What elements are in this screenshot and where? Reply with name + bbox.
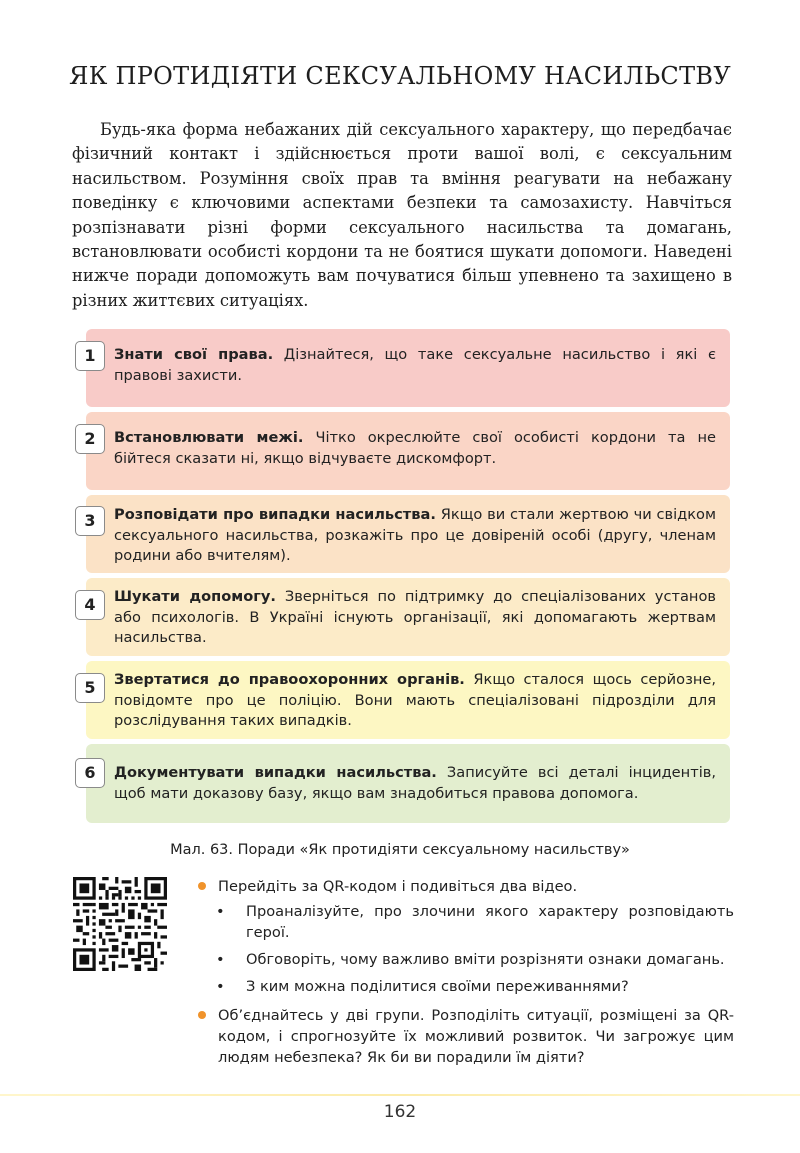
- sub-task-text-2: Обговоріть, чому важливо вміти розрізняти ознаки домагань.: [246, 951, 725, 968]
- tip-box-4: [86, 578, 730, 656]
- tip-heading-1: Знати свої права.: [114, 346, 274, 363]
- tip-heading-6: Документувати випадки насильства.: [114, 764, 437, 781]
- tip-box-6: [86, 744, 730, 823]
- tip-text-6: Записуйте всі деталі інцидентів, щоб мати доказову базу, якщо вам знадобиться правова допомога.: [114, 764, 716, 802]
- tip-text-2: Чітко окреслюйте свої особисті кордони та не бійтеся сказати ні, якщо відчуваєте дискомфорт.: [114, 429, 716, 467]
- bullet-icon: •: [216, 951, 225, 968]
- tip-number-4: 4: [75, 590, 105, 620]
- tip-box-1: [86, 329, 730, 407]
- page-title: ЯК ПРОТИДІЯТИ СЕКСУАЛЬНОМУ НАСИЛЬСТВУ: [69, 62, 731, 90]
- bullet-dot-icon: [198, 1011, 206, 1019]
- tip-heading-5: Звертатися до правоохоронних органів.: [114, 671, 465, 688]
- tip-text-1: Дізнайтеся, що таке сексуальне насильство і які є правові захисти.: [114, 346, 716, 384]
- tasks-block: [198, 876, 734, 1068]
- tip-heading-3: Розповідати про випадки насильства.: [114, 506, 436, 523]
- sub-task-text-3: З ким можна поділитися своїми переживаннями?: [246, 978, 629, 995]
- tip-number-2: 2: [75, 424, 105, 454]
- footer-divider: [0, 1094, 800, 1096]
- tip-heading-2: Встановлювати межі.: [114, 429, 304, 446]
- tip-text-4: Зверніться по підтримку до спеціалізованих установ або психологів. В Україні існують організації, які допомагають жертвам насильства.: [114, 588, 716, 646]
- tip-text-3: Якщо ви стали жертвою чи свідком сексуального насильства, розкажіть про це довіреній особі (другу, членам родини або вчителям).: [114, 506, 716, 564]
- qr-code[interactable]: [73, 877, 167, 971]
- task-text-1: Перейдіть за QR-кодом і подивіться два відео.: [218, 878, 578, 895]
- tip-box-5: [86, 661, 730, 739]
- sub-task-text-1: Проаналізуйте, про злочини якого характеру розповідають герої.: [246, 903, 734, 941]
- bullet-dot-icon: [198, 882, 206, 890]
- bullet-icon: •: [216, 978, 225, 995]
- sub-task-3: [198, 976, 734, 997]
- tip-number-3: 3: [75, 506, 105, 536]
- task-item-1: [198, 876, 734, 897]
- tip-number-5: 5: [75, 673, 105, 703]
- tip-number-1: 1: [75, 341, 105, 371]
- sub-task-2: [198, 949, 734, 970]
- task-item-2: [198, 1005, 734, 1068]
- sub-task-1: [198, 901, 734, 943]
- tip-box-3: [86, 495, 730, 573]
- tip-number-6: 6: [75, 758, 105, 788]
- tip-box-2: [86, 412, 730, 490]
- figure-caption: Мал. 63. Поради «Як протидіяти сексуальному насильству»: [170, 842, 630, 858]
- bullet-icon: •: [216, 903, 225, 920]
- intro-paragraph: Будь-яка форма небажаних дій сексуального характеру, що передбачає фізичний контакт і здійснюється проти вашої волі, є сексуальним насильством. Розуміння своїх прав та вміння реагувати на небажану поведінку є ключовими аспектами безпеки та самозахисту. Навчіться розпізнавати різні форми сексуального насильства та домагань, встановлювати особисті кордони та не боятися шукати допомоги. Наведені нижче поради допоможуть вам почуватися більш упевнено та захищено в різних життєвих ситуаціях.: [72, 120, 732, 310]
- tip-heading-4: Шукати допомогу.: [114, 588, 276, 605]
- task-text-2: Об’єднайтесь у дві групи. Розподіліть ситуації, розміщені за QR-кодом, і спрогнозуйте їх можливий розвиток. Чи загрожує цим людям небезпека? Як би ви порадили їм діяти?: [218, 1007, 734, 1066]
- tip-text-5: Якщо сталося щось серйозне, повідомте про це поліцію. Вони мають спеціалізовані підрозділи для розслідування таких випадків.: [114, 671, 716, 729]
- page-number: 162: [383, 1102, 417, 1122]
